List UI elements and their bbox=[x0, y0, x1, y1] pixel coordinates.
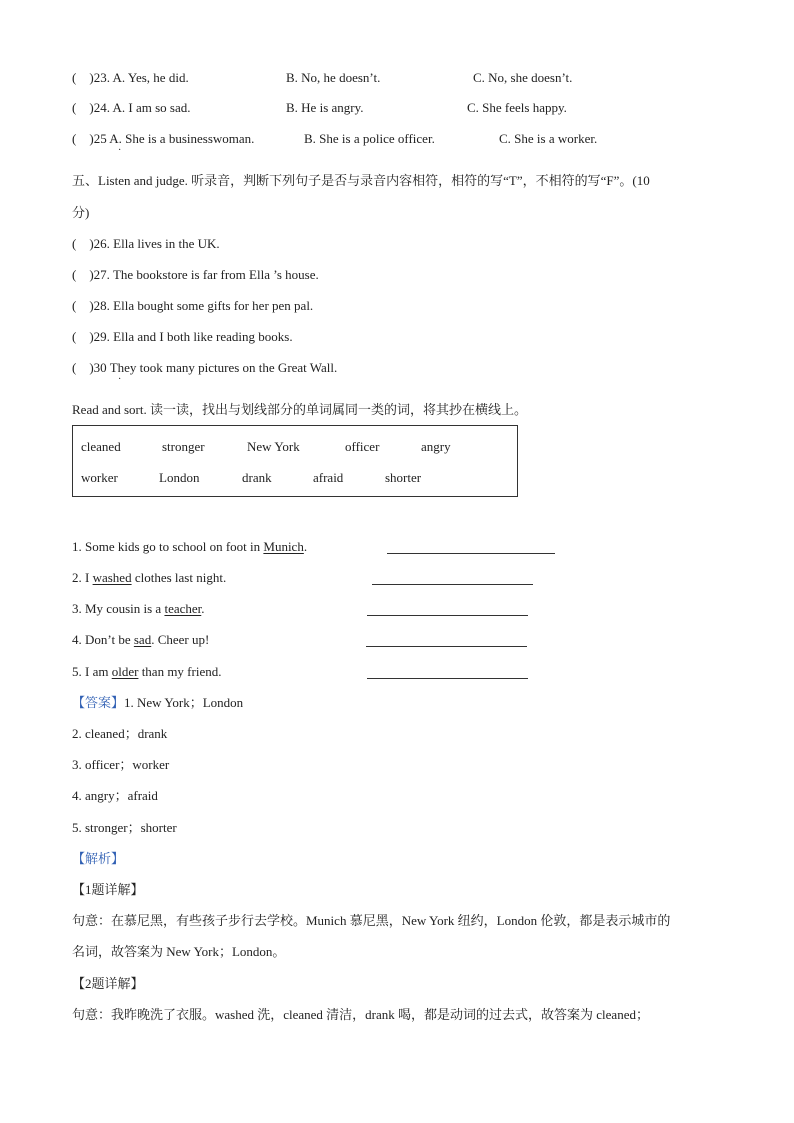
word-box-item: angry bbox=[421, 439, 451, 454]
judge-item-27: ( )27. The bookstore is far from Ella ’s house. bbox=[72, 267, 319, 282]
word-box-item: afraid bbox=[313, 470, 344, 485]
q2-detail-text: 句意：我昨晚洗了衣服。washed 洗，cleaned 清洁，drank 喝，都是动词的过去式，故答案为 cleaned； bbox=[72, 1007, 649, 1022]
answer-line-1: 【答案】1. New York；London bbox=[72, 695, 244, 710]
judge-item-30: ( )30 They took many pictures on the Great Wall. bbox=[72, 360, 338, 375]
sort-question-4: 4. Don’t be sad. Cheer up! bbox=[72, 632, 210, 647]
answer-line-4: 4. angry；afraid bbox=[72, 788, 158, 803]
judge-item-28: ( )28. Ella bought some gifts for her pen pal. bbox=[72, 298, 314, 313]
answer-blank-3[interactable] bbox=[367, 615, 528, 616]
q1-detail-text-cont: 名词，故答案为 New York；London。 bbox=[72, 944, 286, 959]
sort-question-3: 3. My cousin is a teacher. bbox=[72, 601, 205, 616]
q1-detail-tag: 【1题详解】 bbox=[72, 882, 144, 897]
answer-line-3: 3. officer；worker bbox=[72, 757, 170, 772]
option-c: C. She is a worker. bbox=[499, 131, 598, 146]
analysis-tag: 【解析】 bbox=[72, 851, 125, 866]
section5-heading: 五、Listen and judge. 听录音，判断下列句子是否与录音内容相符，相符的写“T”，不相符的写“F”。(10 bbox=[72, 173, 650, 188]
word-box-item: New York bbox=[247, 439, 300, 454]
word-box-item: stronger bbox=[162, 439, 205, 454]
dot-mark: · bbox=[118, 374, 122, 385]
sort-question-5: 5. I am older than my friend. bbox=[72, 664, 222, 679]
word-box-item: officer bbox=[345, 439, 380, 454]
word-box-item: shorter bbox=[385, 470, 422, 485]
sort-question-2: 2. I washed clothes last night. bbox=[72, 570, 227, 585]
word-box bbox=[72, 425, 518, 497]
answer-blank-4[interactable] bbox=[366, 646, 527, 647]
option-b: B. She is a police officer. bbox=[304, 131, 435, 146]
q2-detail-tag: 【2题详解】 bbox=[72, 976, 144, 991]
option-b: B. He is angry. bbox=[286, 100, 364, 115]
answer-blank-5[interactable] bbox=[367, 678, 528, 679]
section5-heading-cont: 分) bbox=[72, 205, 90, 220]
judge-item-29: ( )29. Ella and I both like reading books. bbox=[72, 329, 293, 344]
option-c: C. She feels happy. bbox=[467, 100, 567, 115]
answer-paren: ( )24. A. I am so sad. bbox=[72, 100, 191, 115]
word-box-item: London bbox=[159, 470, 200, 485]
q1-detail-text: 句意：在慕尼黑，有些孩子步行去学校。Munich 慕尼黑，New York 纽约，London 伦敦，都是表示城市的 bbox=[72, 913, 671, 928]
word-box-item: drank bbox=[242, 470, 272, 485]
sort-heading: Read and sort. 读一读，找出与划线部分的单词属同一类的词，将其抄在横线上。 bbox=[72, 402, 527, 417]
answer-blank-1[interactable] bbox=[387, 553, 555, 554]
answer-blank-2[interactable] bbox=[372, 584, 533, 585]
answer-paren: ( )25 A. She is a businesswoman. bbox=[72, 131, 255, 146]
word-box-item: worker bbox=[81, 470, 118, 485]
option-c: C. No, she doesn’t. bbox=[473, 70, 573, 85]
word-box-item: cleaned bbox=[81, 439, 121, 454]
dot-mark: · bbox=[118, 145, 122, 156]
option-b: B. No, he doesn’t. bbox=[286, 70, 381, 85]
answer-paren: ( )23. A. Yes, he did. bbox=[72, 70, 189, 85]
answer-tag: 【答案】 bbox=[72, 695, 125, 710]
answer-line-2: 2. cleaned；drank bbox=[72, 726, 168, 741]
judge-item-26: ( )26. Ella lives in the UK. bbox=[72, 236, 220, 251]
sort-question-1: 1. Some kids go to school on foot in Munich. bbox=[72, 539, 308, 554]
answer-line-5: 5. stronger；shorter bbox=[72, 820, 177, 835]
